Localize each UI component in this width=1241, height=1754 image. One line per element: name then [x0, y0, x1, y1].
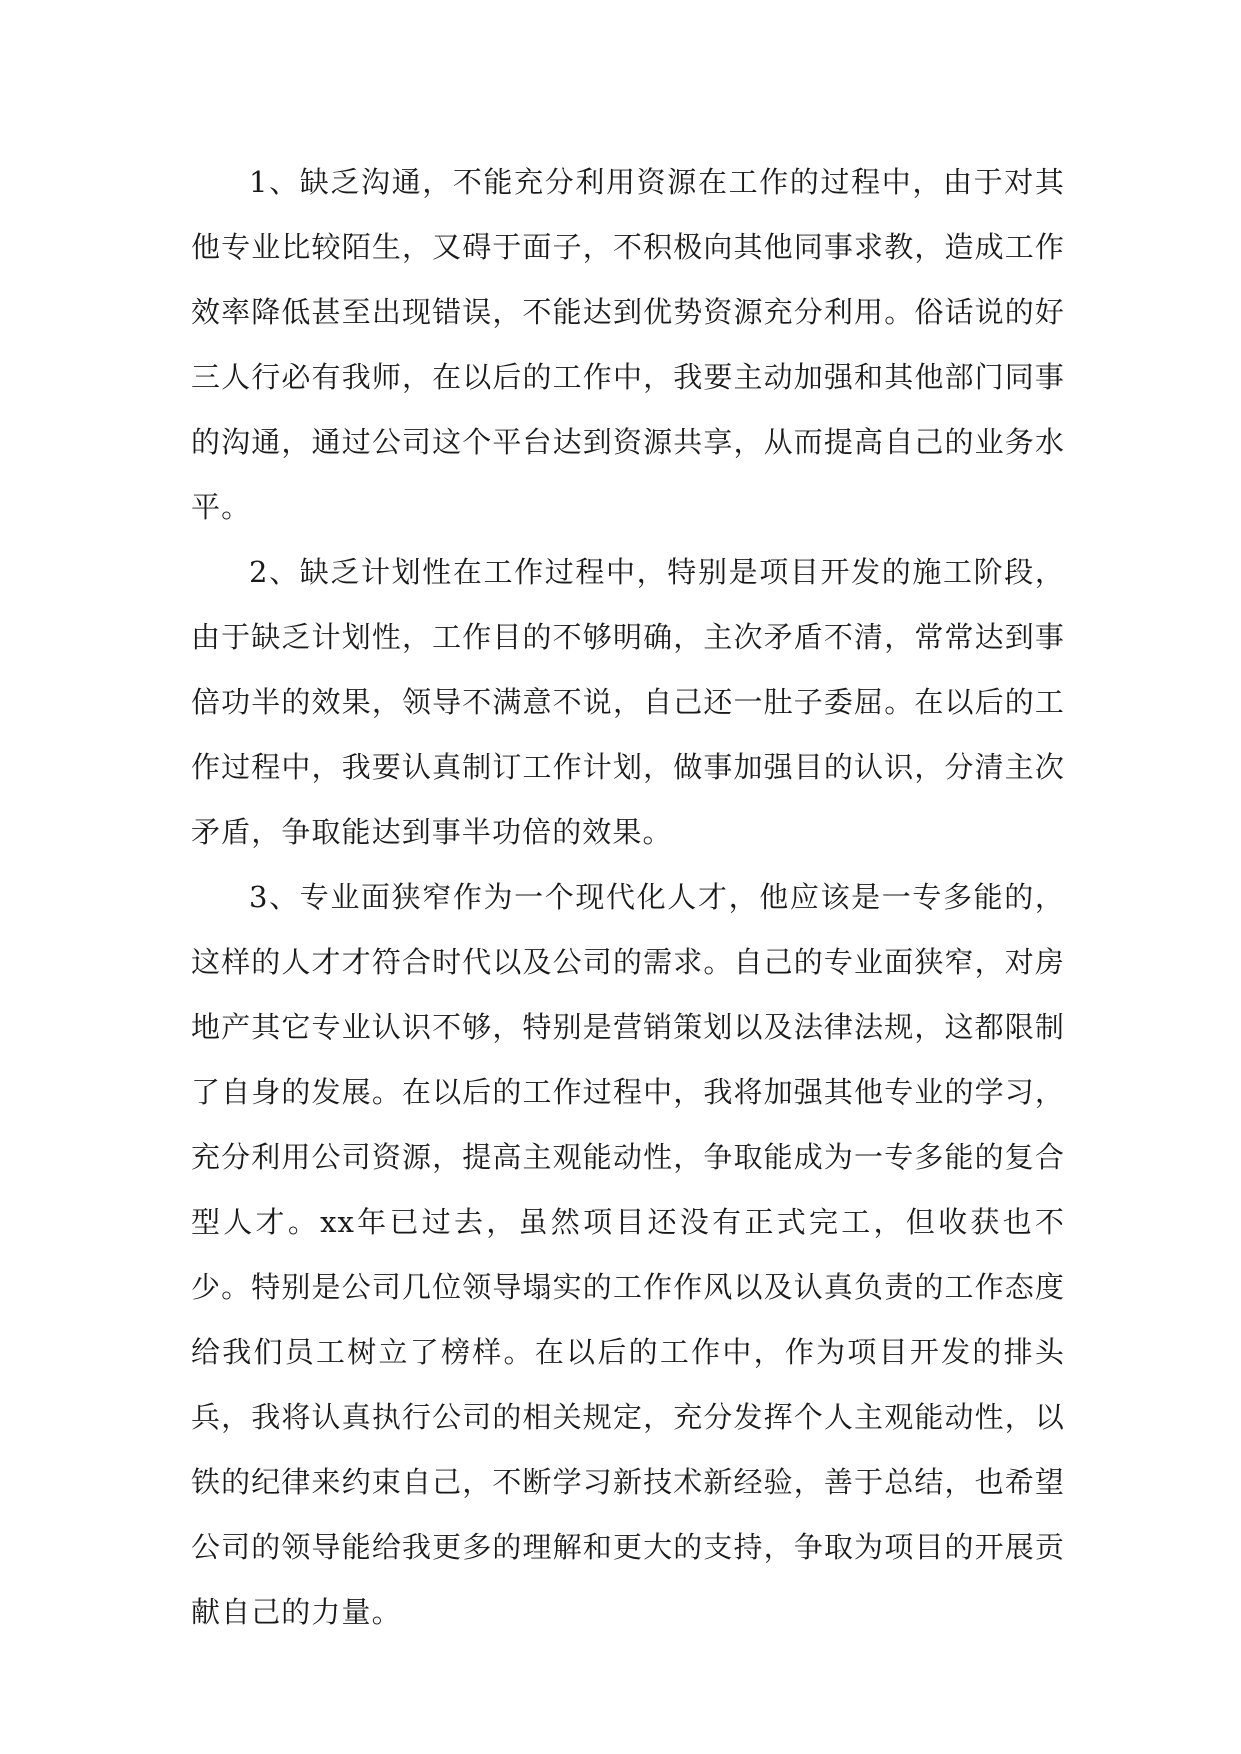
paragraph-1: 1、缺乏沟通，不能充分利用资源在工作的过程中，由于对其他专业比较陌生，又碍于面子，不积极向其他同事求教，造成工作效率降低甚至出现错误，不能达到优势资源充分利用。俗话说的好三人行必有我师，在以后的工作中，我要主动加强和其他部门同事的沟通，通过公司这个平台达到资源共享，从而提高自己的业务水平。: [191, 165, 1065, 524]
paragraph-3: 3、专业面狭窄作为一个现代化人才，他应该是一专多能的，这样的人才才符合时代以及公司的需求。自己的专业面狭窄，对房地产其它专业认识不够，特别是营销策划以及法律法规，这都限制了自身的发展。在以后的工作过程中，我将加强其他专业的学习，充分利用公司资源，提高主观能动性，争取能成为一专多能的复合型人才。xx年已过去，虽然项目还没有正式完工，但收获也不少。特别是公司几位领导塌实的工作作风以及认真负责的工作态度给我们员工树立了榜样。在以后的工作中，作为项目开发的排头兵，我将认真执行公司的相关规定，充分发挥个人主观能动性，以铁的纪律来约束自己，不断学习新技术新经验，善于总结，也希望公司的领导能给我更多的理解和更大的支持，争取为项目的开展贡献自己的力量。: [191, 880, 1065, 1629]
document-body: [191, 150, 1065, 1645]
paragraph-2: 2、缺乏计划性在工作过程中，特别是项目开发的施工阶段，由于缺乏计划性，工作目的不够明确，主次矛盾不清，常常达到事倍功半的效果，领导不满意不说，自己还一肚子委屈。在以后的工作过程中，我要认真制订工作计划，做事加强目的认识，分清主次矛盾，争取能达到事半功倍的效果。: [191, 555, 1065, 849]
